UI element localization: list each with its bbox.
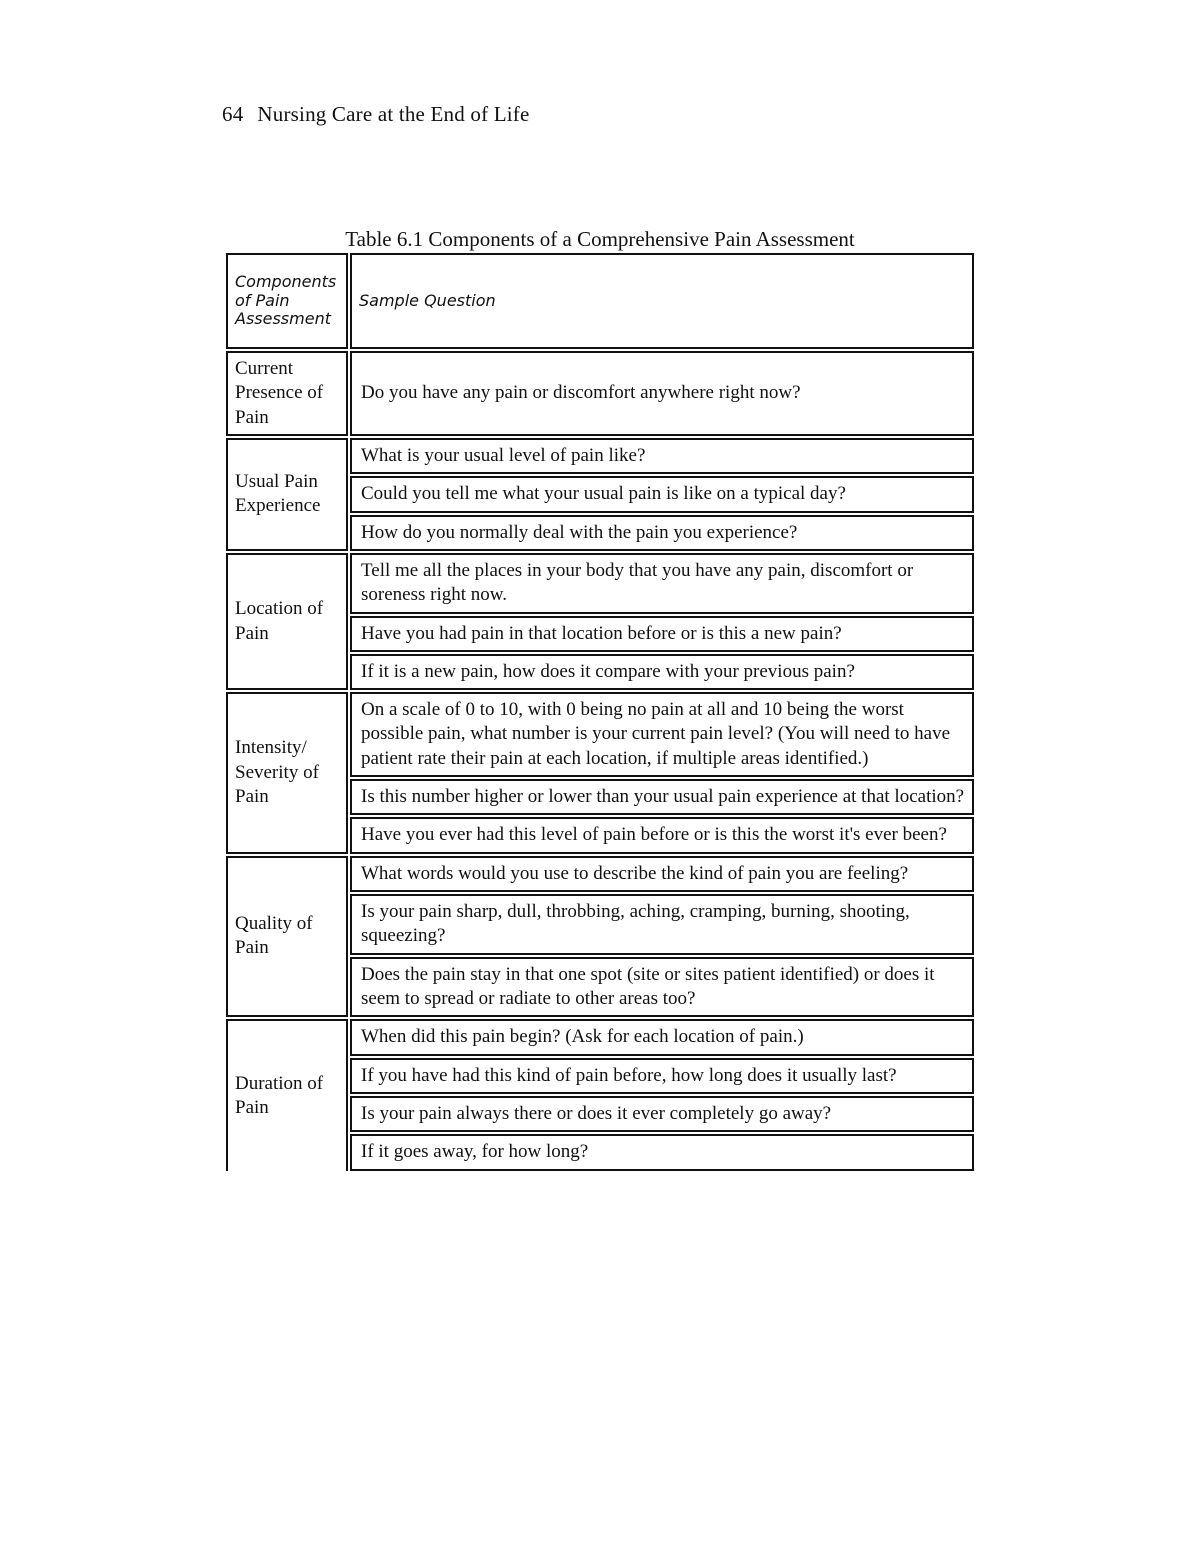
table-body [226,253,974,1171]
table-row [226,438,974,474]
sample-question-cell: If you have had this kind of pain before, how long does it usually last? [350,1058,974,1094]
component-cell: Intensity/ Severity of Pain [226,692,348,854]
table-row [226,553,974,614]
sample-question-cell: If it is a new pain, how does it compare with your previous pain? [350,654,974,690]
sample-question-cell: Have you had pain in that location before or is this a new pain? [350,616,974,652]
sample-question-cell: How do you normally deal with the pain you experience? [350,515,974,551]
sample-question-cell: On a scale of 0 to 10, with 0 being no pain at all and 10 being the worst possible pain, what number is your current pain level? (You will need to have patient rate their pain at each location, if multiple areas identified.) [350,692,974,777]
sample-question-cell: What is your usual level of pain like? [350,438,974,474]
sample-question-cell: Does the pain stay in that one spot (site or sites patient identified) or does it seem to spread or radiate to other areas too? [350,957,974,1018]
sample-question-cell: Tell me all the places in your body that you have any pain, discomfort or soreness right now. [350,553,974,614]
component-cell: Duration of Pain [226,1019,348,1170]
sample-question-cell: What words would you use to describe the kind of pain you are feeling? [350,856,974,892]
sample-question-cell: Do you have any pain or discomfort anywhere right now? [350,351,974,436]
sample-question-cell: Is this number higher or lower than your usual pain experience at that location? [350,779,974,815]
table-row [226,351,974,436]
sample-question-cell: Could you tell me what your usual pain is like on a typical day? [350,476,974,512]
header-components: Components of Pain Assessment [226,253,348,349]
component-cell: Location of Pain [226,553,348,690]
sample-question-cell: Have you ever had this level of pain before or is this the worst it's ever been? [350,817,974,853]
component-cell: Usual Pain Experience [226,438,348,551]
table-row [226,856,974,892]
sample-question-cell: If it goes away, for how long? [350,1134,974,1170]
header-sample-question: Sample Question [350,253,974,349]
pain-assessment-table [224,251,976,1173]
page-number: 64 [222,102,244,126]
running-head [222,102,530,127]
table-row [226,692,974,777]
header-row [226,253,974,349]
sample-question-cell: Is your pain always there or does it ever completely go away? [350,1096,974,1132]
component-cell: Current Presence of Pain [226,351,348,436]
table-row [226,1019,974,1055]
component-cell: Quality of Pain [226,856,348,1018]
sample-question-cell: When did this pain begin? (Ask for each location of pain.) [350,1019,974,1055]
book-title: Nursing Care at the End of Life [257,102,530,126]
sample-question-cell: Is your pain sharp, dull, throbbing, aching, cramping, burning, shooting, squeezing? [350,894,974,955]
table-caption: Table 6.1 Components of a Comprehensive Pain Assessment [345,227,855,251]
